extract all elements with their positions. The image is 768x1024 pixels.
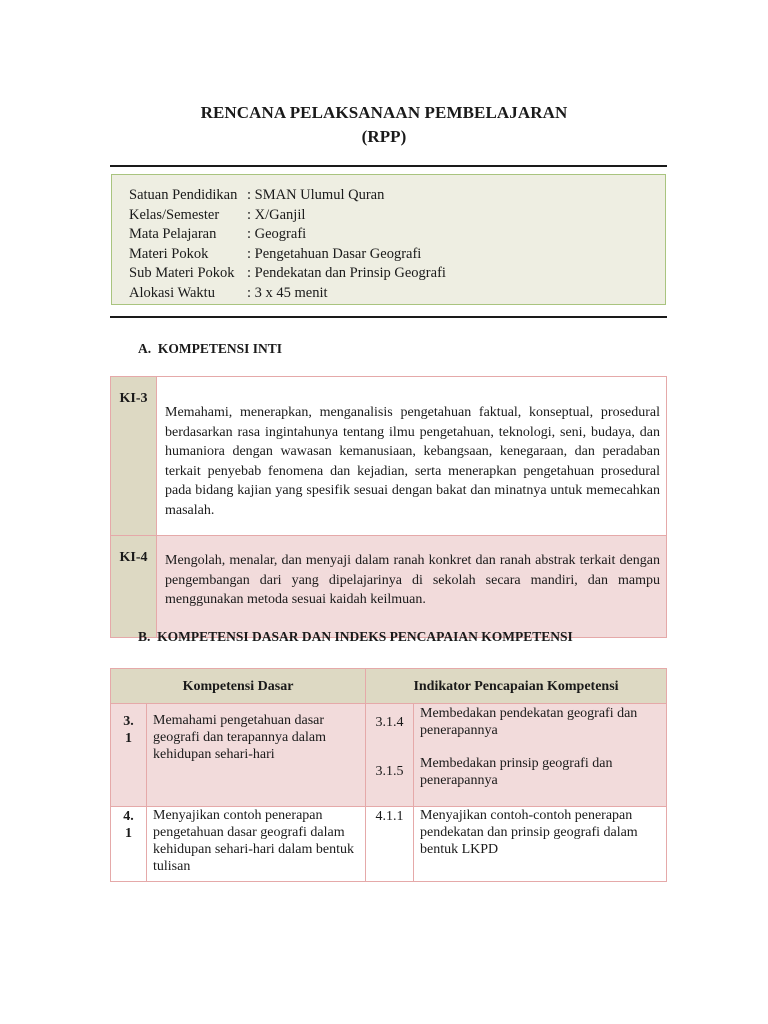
indicator-texts xyxy=(414,704,667,807)
indicator-code: 3.1.4 xyxy=(375,715,404,730)
indicator-texts xyxy=(414,807,667,882)
title-line-2: (RPP) xyxy=(361,127,407,146)
identity-row xyxy=(129,225,306,244)
title-line-1: RENCANA PELAKSANAAN PEMBELAJARAN xyxy=(200,103,568,122)
header-indikator: Indikator Pencapaian Kompetensi xyxy=(366,669,667,704)
identity-value: : X/Ganjil xyxy=(247,206,306,223)
section-heading-a: A. KOMPETENSI INTI xyxy=(138,341,283,356)
identity-box xyxy=(111,174,666,305)
identity-label: Satuan Pendidikan xyxy=(129,187,238,203)
indicator-codes xyxy=(366,704,414,807)
identity-row xyxy=(129,206,305,225)
identity-row xyxy=(129,264,446,283)
ki-text-content: Memahami, menerapkan, menganalisis pengetahuan faktual, konseptual, prosedural berdasarkan rasa ingintahunya tentang ilmu pengetahuan, teknologi, seni, budaya, dan humaniora dengan wawasan kemanusiaan, kebangsaan, kenegaraan, dan peradaban terkait penyebab fenomena dan kejadian, serta menerapkan pengetahuan prosedural pada bidang kajian yang spesifik sesuai dengan bakat dan minatnya untuk memecahkan masalah. xyxy=(165,405,660,518)
header-kompetensi-dasar: Kompetensi Dasar xyxy=(111,669,366,704)
table-row xyxy=(111,536,667,638)
indicator-text: Membedakan pendekatan geografi dan penerapannya xyxy=(420,706,638,738)
ki-code: KI-4 xyxy=(111,536,157,638)
identity-label: Materi Pokok xyxy=(129,245,209,262)
ki-text xyxy=(157,536,667,638)
kompetensi-dasar-table xyxy=(110,668,667,882)
identity-value: : Pengetahuan Dasar Geografi xyxy=(247,245,422,262)
identity-value: : 3 x 45 menit xyxy=(247,284,328,301)
kd-text: Memahami pengetahuan dasar geografi dan terapannya dalam kehidupan sehari-hari xyxy=(147,704,366,807)
kd-number-part: 4. xyxy=(123,809,134,824)
section-heading-b: B. KOMPETENSI DASAR DAN INDEKS PENCAPAIAN KOMPETENSI xyxy=(138,629,573,644)
ki-text xyxy=(157,377,667,536)
indicator-text: Membedakan prinsip geografi dan penerapannya xyxy=(420,756,613,788)
kd-number xyxy=(111,807,147,882)
bottom-divider xyxy=(110,316,667,318)
identity-label: Mata Pelajaran xyxy=(129,226,217,242)
kd-number xyxy=(111,704,147,807)
document-title xyxy=(0,101,768,149)
identity-value: : SMAN Ulumul Quran xyxy=(247,187,385,203)
indicator-code: 3.1.5 xyxy=(375,764,404,779)
identity-value: : Geografi xyxy=(247,226,307,242)
ki-text-content: Mengolah, menalar, dan menyaji dalam ranah konkret dan ranah abstrak terkait dengan pengembangan dari yang dipelajarinya di sekolah secara mandiri, dan mampu menggunakan metoda sesuai kaidah keilmuan. xyxy=(165,553,660,607)
kd-number-part: 1 xyxy=(125,731,132,746)
identity-label: Alokasi Waktu xyxy=(129,284,215,301)
table-row xyxy=(111,377,667,536)
table-row xyxy=(111,807,667,882)
indicator-text: Menyajikan contoh-contoh penerapan pendekatan dan prinsip geografi dalam bentuk LKPD xyxy=(420,808,638,857)
table-header-row xyxy=(111,669,667,704)
identity-label: Sub Materi Pokok xyxy=(129,265,235,281)
indicator-code: 4.1.1 xyxy=(375,809,404,824)
identity-row xyxy=(129,186,384,205)
table-row xyxy=(111,704,667,807)
identity-value: : Pendekatan dan Prinsip Geografi xyxy=(247,265,446,281)
kompetensi-inti-table xyxy=(110,376,667,638)
kd-number-part: 3. xyxy=(123,714,134,729)
kd-text: Menyajikan contoh penerapan pengetahuan dasar geografi dalam kehidupan sehari-hari dalam bentuk tulisan xyxy=(147,807,366,882)
top-divider xyxy=(110,165,667,167)
identity-row xyxy=(129,245,421,264)
identity-row xyxy=(129,284,328,303)
ki-code: KI-3 xyxy=(111,377,157,536)
kd-number-part: 1 xyxy=(125,826,132,841)
indicator-codes xyxy=(366,807,414,882)
identity-label: Kelas/Semester xyxy=(129,206,220,223)
